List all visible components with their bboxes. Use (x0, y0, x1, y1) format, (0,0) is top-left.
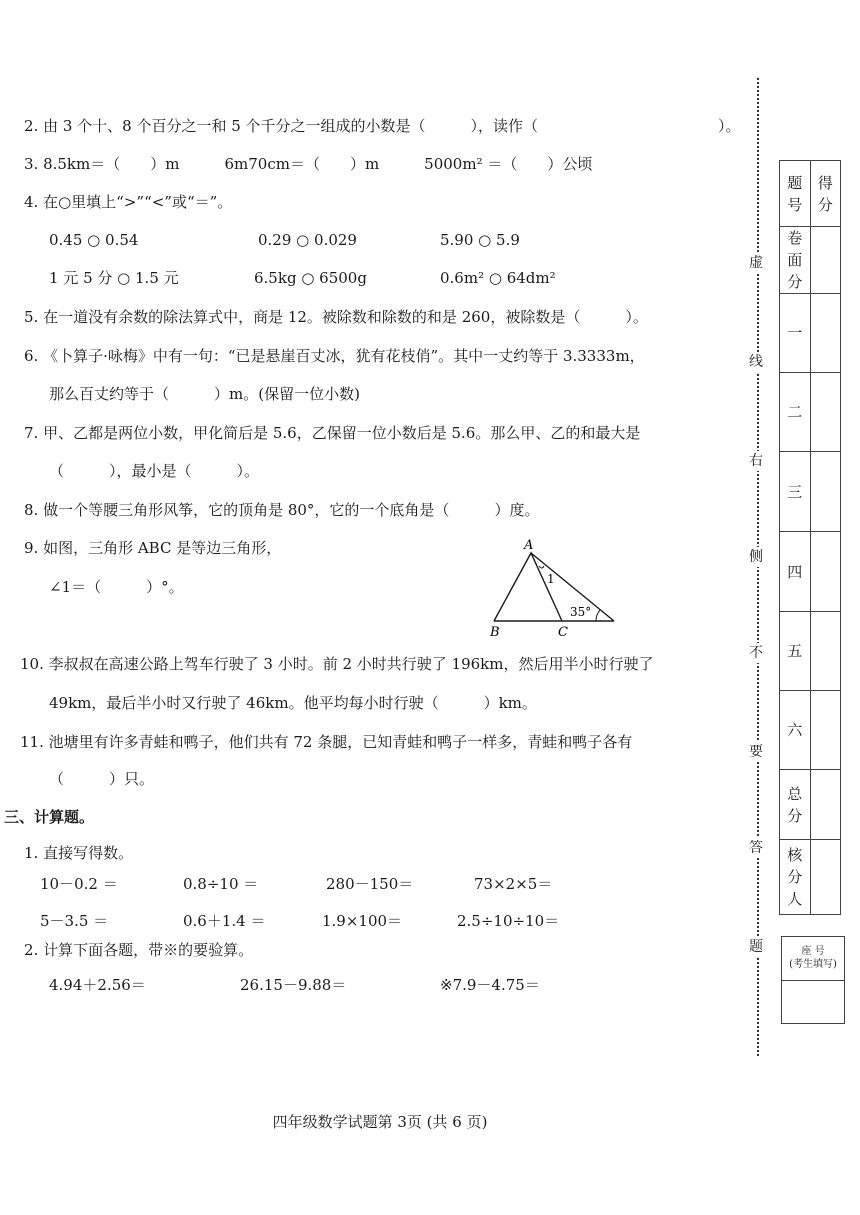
question-7-cont: （ ），最小是（ ）。 (49, 462, 260, 480)
score-row-label: 四 (780, 532, 811, 612)
score-row-label: 卷 面 分 (780, 227, 811, 294)
seat-number-header (782, 937, 844, 981)
question-6: 6. 《卜算子·咏梅》中有一句：“已是悬崖百丈冰，犹有花枝俏”。其中一丈约等于 3.3333m， (24, 347, 645, 365)
score-row-label: 一 (780, 294, 811, 373)
angle-1-label: 1 (547, 572, 555, 586)
question-8: 8. 做一个等腰三角形风筝，它的顶角是 80°，它的一个底角是（ ）度。 (24, 501, 540, 519)
seat-number-field[interactable] (782, 981, 844, 1024)
triangle-figure (488, 536, 623, 640)
q4-item: 5.90 ○ 5.9 (440, 231, 520, 249)
section-3-title: 三、计算题。 (4, 808, 95, 826)
question-11: 11. 池塘里有许多青蛙和鸭子，他们共有 72 条腿，已知青蛙和鸭子一样多，青蛙和鸭子各有 (20, 733, 633, 751)
margin-char: 答 (749, 840, 763, 856)
score-table (779, 160, 841, 915)
calc-item: 5－3.5 ＝ (40, 912, 109, 930)
score-cell[interactable] (810, 452, 841, 532)
calc-item: 26.15－9.88＝ (240, 976, 347, 994)
score-cell[interactable] (810, 770, 841, 840)
margin-char: 线 (749, 354, 763, 370)
margin-dotted-line (757, 78, 759, 1056)
angle-35-label: 35° (570, 605, 592, 619)
q4-item: 0.6m² ○ 64dm² (440, 269, 556, 287)
question-3: 3. 8.5km＝（ ）m 6m70cm＝（ ）m 5000m² ＝（ ）公顷 (24, 155, 593, 173)
margin-char: 侧 (749, 549, 763, 565)
vertex-b-label: B (490, 625, 500, 640)
score-head-score: 得 分 (810, 161, 841, 227)
q4-item: 6.5kg ○ 6500g (254, 269, 367, 287)
calc-item: 1.9×100＝ (322, 912, 403, 930)
score-row-label: 三 (780, 452, 811, 532)
calc-item: 10－0.2 ＝ (40, 875, 118, 893)
score-row-label: 核 分 人 (780, 840, 811, 915)
question-2: 2. 由 3 个十、8 个百分之一和 5 个千分之一组成的小数是（ ），读作（ ）。 (24, 117, 741, 135)
seat-number-label: 座 号 (801, 946, 825, 957)
score-cell[interactable] (810, 840, 841, 915)
score-cell[interactable] (810, 532, 841, 612)
q4-item: 1 元 5 分 ○ 1.5 元 (49, 269, 179, 287)
question-7: 7. 甲、乙都是两位小数，甲化简后是 5.6，乙保留一位小数后是 5.6。那么甲、乙的和最大是 (24, 424, 641, 442)
question-5: 5. 在一道没有余数的除法算式中，商是 12。被除数和除数的和是 260，被除数是（ ）。 (24, 308, 648, 326)
q4-item: 0.45 ○ 0.54 (49, 231, 139, 249)
calc-item: 4.94＋2.56＝ (49, 976, 146, 994)
score-row-label: 五 (780, 612, 811, 691)
part-1-heading: 1. 直接写得数。 (24, 844, 134, 862)
calc-item: 0.8÷10 ＝ (183, 875, 259, 893)
score-row-label: 六 (780, 691, 811, 770)
calc-item: ※7.9－4.75＝ (440, 976, 540, 994)
margin-char: 要 (749, 744, 763, 760)
score-cell[interactable] (810, 294, 841, 373)
calc-item: 0.6＋1.4 ＝ (183, 912, 266, 930)
calc-item: 2.5÷10÷10＝ (457, 912, 560, 930)
score-head-number: 题 号 (780, 161, 811, 227)
question-10-cont: 49km，最后半小时又行驶了 46km。他平均每小时行驶（ ）km。 (49, 694, 537, 712)
vertex-a-label: A (524, 538, 534, 553)
q4-item: 0.29 ○ 0.029 (258, 231, 357, 249)
score-row-label: 总 分 (780, 770, 811, 840)
page-footer: 四年级数学试题第 3页 (共 6 页) (272, 1113, 488, 1131)
calc-item: 280－150＝ (326, 875, 414, 893)
margin-char: 题 (749, 939, 763, 955)
score-cell[interactable] (810, 691, 841, 770)
question-9-cont: ∠1＝（ ）°。 (49, 578, 184, 596)
question-9: 9. 如图，三角形 ABC 是等边三角形， (24, 539, 282, 557)
question-10: 10. 李叔叔在高速公路上驾车行驶了 3 小时。前 2 小时共行驶了 196km，然后用半小时行驶了 (20, 655, 654, 673)
margin-char: 右 (749, 453, 763, 469)
seat-number-box (781, 936, 845, 1024)
score-row-label: 二 (780, 373, 811, 452)
vertex-c-label: C (558, 625, 568, 640)
question-4: 4. 在○里填上“>”“<”或“＝”。 (24, 193, 233, 211)
margin-char: 不 (749, 645, 763, 661)
question-6-cont: 那么百丈约等于（ ）m。(保留一位小数) (49, 385, 360, 403)
margin-char: 虚 (749, 255, 763, 271)
score-cell[interactable] (810, 227, 841, 294)
question-11-cont: （ ）只。 (49, 770, 155, 788)
part-2-heading: 2. 计算下面各题，带※的要验算。 (24, 941, 254, 959)
seat-number-note: (考生填写) (789, 959, 837, 970)
score-cell[interactable] (810, 373, 841, 452)
calc-item: 73×2×5＝ (474, 875, 553, 893)
score-cell[interactable] (810, 612, 841, 691)
